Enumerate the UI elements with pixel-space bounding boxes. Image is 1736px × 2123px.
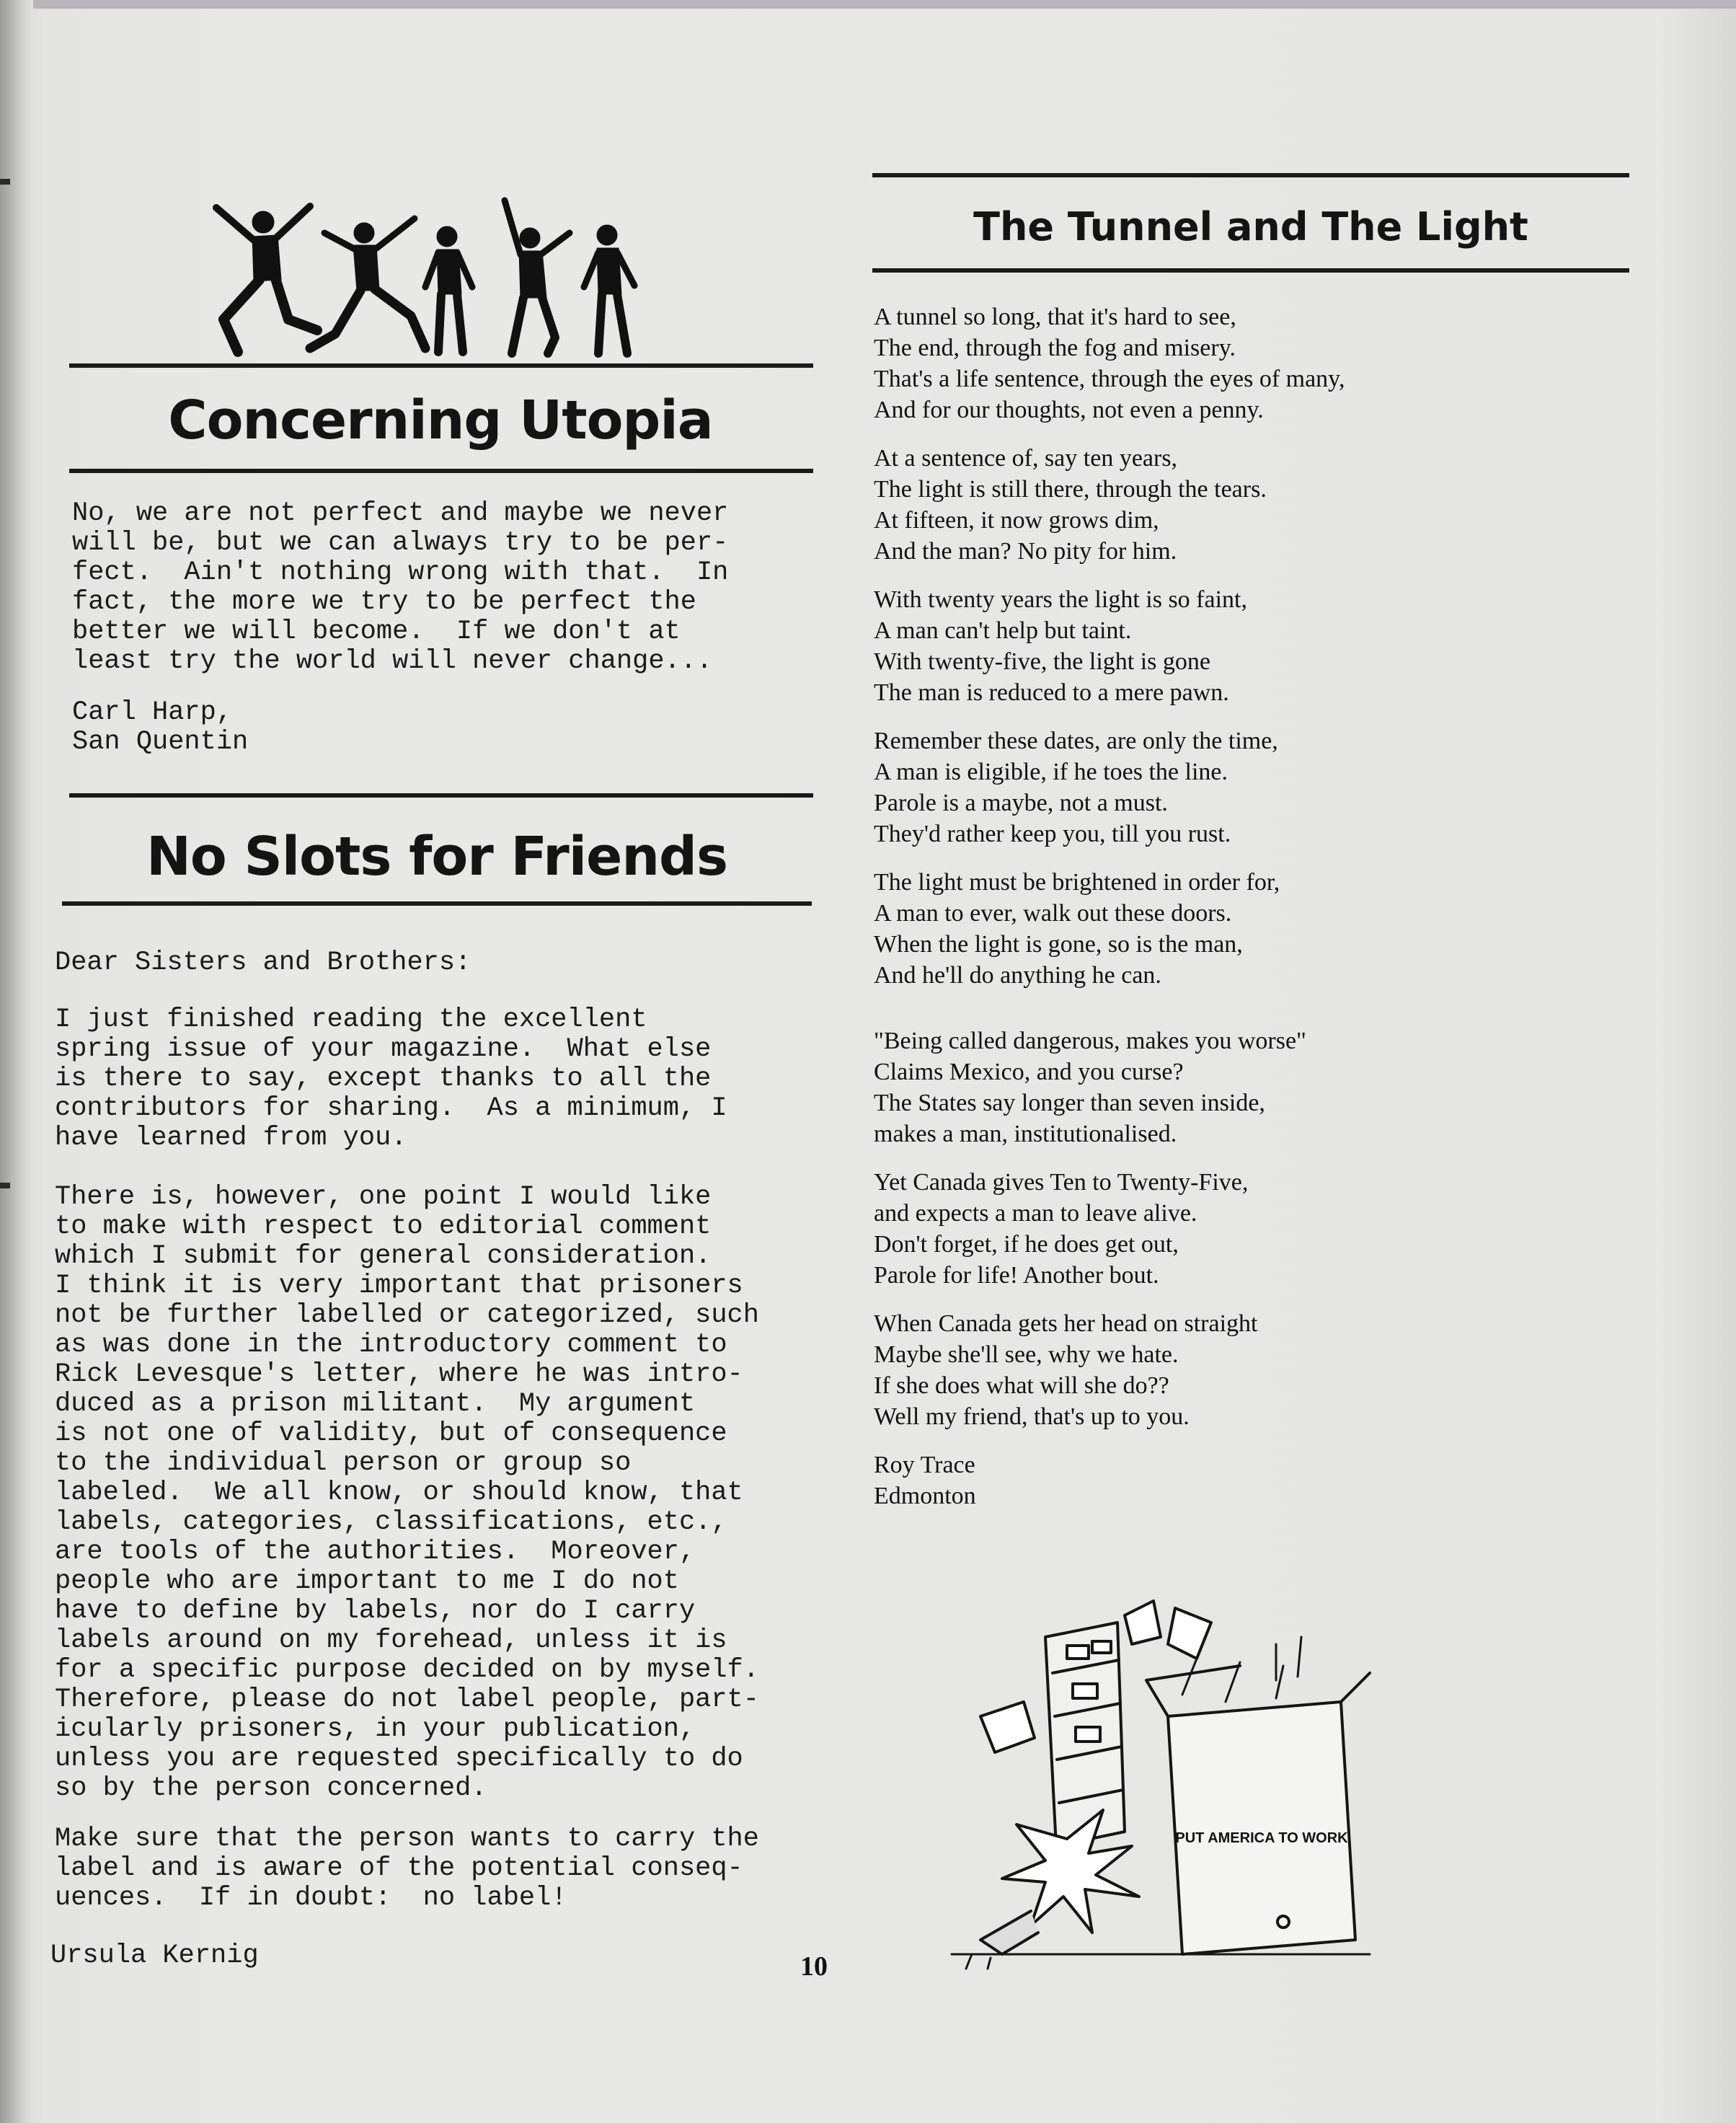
poem-stanza [874, 1308, 1638, 1432]
cartoon-box-label: PUT AMERICA TO WORK [1175, 1830, 1348, 1846]
letter-paragraph: I just finished reading the excellent spring issue of your magazine. What else is there to say, except thanks to all the contributors for sharing. As a minimum, I have learned from you. [55, 1005, 727, 1153]
poem-author: Roy Trace [874, 1452, 975, 1478]
poem-stanza [874, 725, 1638, 849]
binder-mark [0, 1183, 10, 1188]
poem-stanza [874, 1167, 1638, 1291]
poem-line: A man to ever, walk out these doors. [874, 900, 1232, 927]
poem-line: With twenty-five, the light is gone [874, 648, 1210, 675]
poem-stanza [874, 584, 1638, 708]
poem-line: A tunnel so long, that it's hard to see, [874, 304, 1236, 330]
poem-line: makes a man, institutionalised. [874, 1121, 1177, 1147]
binder-mark [0, 179, 10, 185]
poem-line: Don't forget, if he does get out, [874, 1231, 1179, 1258]
poem-line: A man is eligible, if he toes the line. [874, 759, 1228, 785]
dancer-figure [505, 200, 570, 353]
poem-line: With twenty years the light is so faint, [874, 586, 1247, 613]
poem-credit [874, 1449, 1638, 1511]
poem-stanza [874, 443, 1638, 567]
poem-line: "Being called dangerous, makes you worse" [874, 1028, 1306, 1054]
poem-line: The States say longer than seven inside, [874, 1090, 1265, 1116]
poem-body [874, 301, 1638, 1529]
poem-line: If she does what will she do?? [874, 1372, 1169, 1399]
poem-line: Remember these dates, are only the time, [874, 728, 1278, 754]
dancer-figure [425, 226, 472, 352]
rule-line [69, 363, 813, 368]
dancer-figure [584, 225, 634, 353]
dancer-figure [310, 219, 425, 348]
rule-line [872, 268, 1629, 273]
poem-line: The man is reduced to a mere pawn. [874, 679, 1229, 706]
letter-salutation: Dear Sisters and Brothers: [55, 948, 471, 978]
poem-line: At fifteen, it now grows dim, [874, 507, 1159, 534]
top-edge-band [0, 0, 1736, 9]
poem-line: That's a life sentence, through the eyes of many, [874, 366, 1345, 392]
letter-paragraph: Make sure that the person wants to carry the label and is aware of the potential conseq- uences. If in doubt: no label! [55, 1824, 759, 1913]
poem-stanza [874, 301, 1638, 425]
poem-line: And the man? No pity for him. [874, 538, 1177, 565]
poem-stanza [874, 867, 1638, 991]
cartoon-illustration [937, 1594, 1384, 1983]
poem-line: They'd rather keep you, till you rust. [874, 821, 1231, 847]
poem-title: The Tunnel and The Light [973, 204, 1528, 250]
poem-location: Edmonton [874, 1483, 976, 1509]
poem-line: Parole is a maybe, not a must. [874, 790, 1168, 816]
poem-line: When Canada gets her head on straight [874, 1310, 1258, 1337]
poem-line: And for our thoughts, not even a penny. [874, 397, 1264, 423]
poem-line: and expects a man to leave alive. [874, 1200, 1197, 1227]
rule-line [62, 901, 812, 906]
concerning-utopia-body: No, we are not perfect and maybe we never will be, but we can always try to be per- fect. Ain't nothing wrong with that. In fact, the more we try to be perfect the better we will become. If we don't at least try the world will never change... [72, 498, 729, 676]
letter-signature: Ursula Kernig [50, 1941, 259, 1971]
poem-line: The light must be brightened in order for, [874, 869, 1280, 896]
poem-line: At a sentence of, say ten years, [874, 445, 1178, 472]
poem-stanza [874, 1025, 1638, 1149]
poem-line: Yet Canada gives Ten to Twenty-Five, [874, 1169, 1249, 1196]
binding-spine [0, 0, 33, 2123]
poem-line: The light is still there, through the tears. [874, 476, 1267, 503]
poem-line: A man can't help but taint. [874, 617, 1132, 644]
poem-line: Parole for life! Another bout. [874, 1262, 1159, 1289]
poem-line: The end, through the fog and misery. [874, 335, 1236, 361]
rule-line [872, 173, 1629, 177]
dancers-illustration [209, 193, 656, 359]
poem-line: And he'll do anything he can. [874, 962, 1161, 989]
poem-line: When the light is gone, so is the man, [874, 931, 1243, 958]
letter-paragraph: There is, however, one point I would like to make with respect to editorial comment which I submit for general consideration. I think it is very important that prisoners not be further labelled or categorized, such as was done in the introductory comment to Rick Levesque's letter, where he was intro- duced as a prison militant. My argument is not one of validity, but of consequence to the individual person or group so labeled. We all know, or should know, that labels, categories, classifications, etc., are tools of the authorities. Moreover, people who are important to me I do not have to define by labels, nor do I carry labels around on my forehead, unless it is for a specific purpose decided on by myself. Therefore, please do not label people, part- icularly prisoners, in your publication, unless you are requested specifically to do so by the person concerned. [55, 1182, 759, 1804]
poem-line: Maybe she'll see, why we hate. [874, 1341, 1179, 1368]
page-number: 10 [800, 1951, 828, 1982]
poem-line: Well my friend, that's up to you. [874, 1403, 1190, 1430]
rule-line [69, 469, 813, 473]
article-title-concerning-utopia: Concerning Utopia [168, 389, 713, 451]
dancer-figure [216, 206, 317, 352]
article-title-no-slots-for-friends: No Slots for Friends [146, 826, 728, 888]
poem-line: Claims Mexico, and you curse? [874, 1059, 1184, 1085]
rule-line [69, 793, 813, 798]
concerning-utopia-signature: Carl Harp, San Quentin [72, 697, 249, 757]
